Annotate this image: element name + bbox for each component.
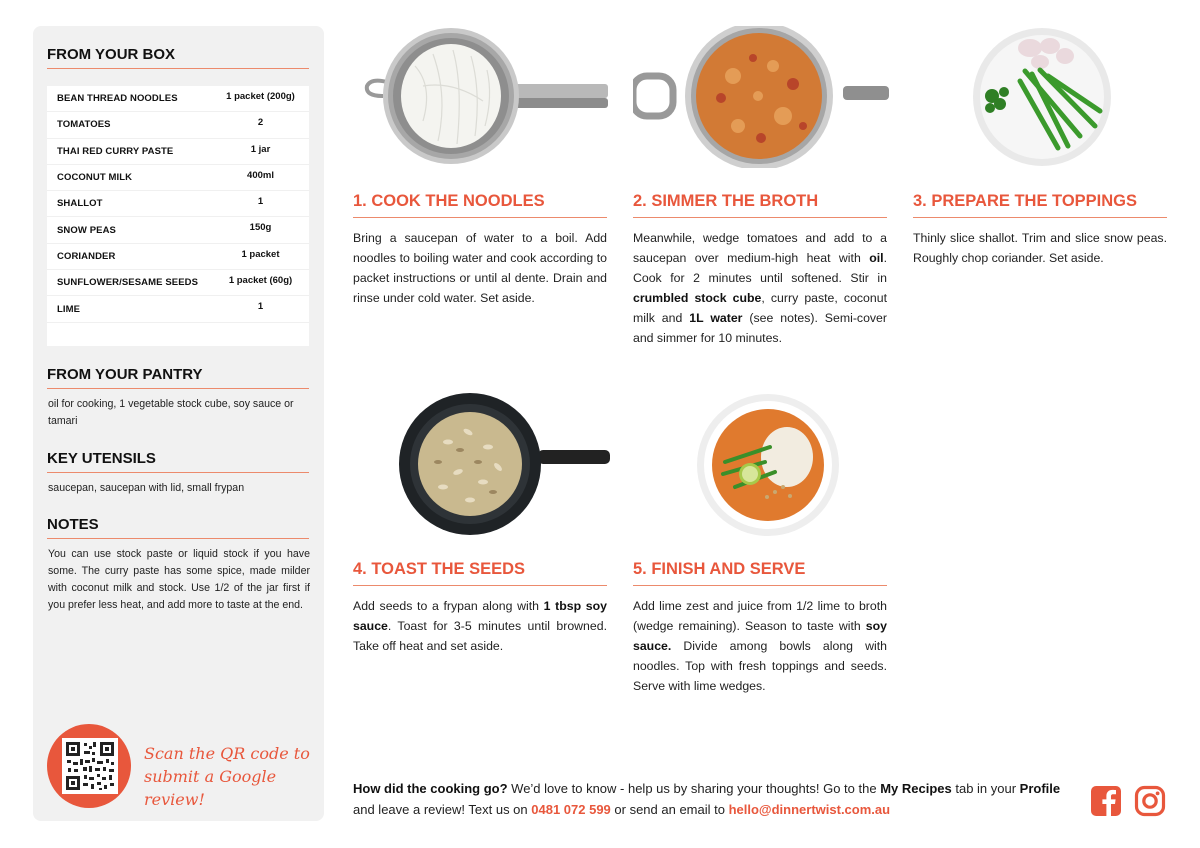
ingredient-row bbox=[47, 217, 309, 243]
ingredient-row bbox=[47, 112, 309, 138]
step-2-text: Meanwhile, wedge tomatoes and add to a saucepan over medium-high heat with bbox=[633, 231, 887, 265]
ingredient-qty: 1 packet (60g) bbox=[228, 275, 293, 287]
step-5-text: Add lime zest and juice from 1/2 lime to broth (wedge remaining). Season to taste with bbox=[633, 599, 887, 633]
footer-phone-link[interactable]: 0481 072 599 bbox=[531, 802, 611, 817]
ingredient-name: SUNFLOWER/SESAME SEEDS bbox=[57, 277, 199, 289]
ingredient-name: LIME bbox=[57, 303, 81, 315]
ingredient-qty: 1 jar bbox=[250, 143, 271, 155]
footer-text: We’d love to know - help us by sharing your thoughts! Go to the bbox=[507, 781, 881, 796]
qr-caption-line: Scan the QR code to bbox=[144, 744, 310, 763]
ingredient-row bbox=[47, 86, 309, 112]
qr-code-icon[interactable] bbox=[62, 738, 118, 794]
ingredient-row bbox=[47, 296, 309, 322]
step-2-text: . Cook for 2 minutes until softened. Stir in bbox=[633, 251, 887, 285]
ingredient-row bbox=[47, 139, 309, 165]
ingredient-row bbox=[47, 191, 309, 217]
ingredients-table bbox=[47, 86, 309, 346]
step-4-bold: 1 tbsp soy sauce bbox=[353, 599, 607, 633]
step-3-text: Thinly slice shallot. Trim and slice snow peas. Roughly chop coriander. Set aside. bbox=[913, 231, 1167, 265]
broth-pot-photo bbox=[633, 26, 889, 168]
ingredient-row bbox=[47, 165, 309, 191]
utensils-text: saucepan, saucepan with lid, small frypan bbox=[48, 482, 245, 494]
step-4-text: Add seeds to a frypan along with bbox=[353, 599, 544, 613]
step-2-bold: oil bbox=[869, 251, 884, 265]
noodles-strainer-photo bbox=[353, 26, 608, 168]
from-your-pantry-heading: FROM YOUR PANTRY bbox=[47, 366, 309, 389]
ingredient-name: BEAN THREAD NOODLES bbox=[57, 93, 178, 105]
step-2-text: , curry paste, coconut milk and bbox=[633, 291, 887, 325]
ingredient-name: SNOW PEAS bbox=[57, 224, 116, 236]
step-1-text: Bring a saucepan of water to a boil. Add noodles to boiling water and cook according to packet instructions or until al dente. Drain and rinse under cold water. Set aside. bbox=[353, 231, 607, 305]
step-2-bold: 1L water bbox=[689, 311, 743, 325]
ingredient-qty: 1 packet bbox=[241, 248, 280, 260]
step-2-body bbox=[633, 228, 887, 348]
footer-email-link[interactable]: hello@dinnertwist.com.au bbox=[728, 802, 891, 817]
ingredient-row bbox=[47, 244, 309, 270]
step-1-body bbox=[353, 228, 607, 308]
footer-text: tab in your bbox=[951, 781, 1020, 796]
step-4-text: . Toast for 3-5 minutes until browned. Take off heat and set aside. bbox=[353, 619, 607, 653]
ingredients-panel bbox=[33, 26, 324, 821]
qr-caption bbox=[144, 742, 314, 811]
ingredient-name: TOMATOES bbox=[57, 119, 111, 131]
seeds-frypan-photo bbox=[398, 392, 610, 538]
toppings-plate-photo bbox=[970, 26, 1120, 168]
finished-bowl-photo bbox=[695, 392, 841, 538]
step-4-title: 4. TOAST THE SEEDS bbox=[353, 560, 607, 586]
step-3-title: 3. PREPARE THE TOPPINGS bbox=[913, 192, 1167, 218]
step-5-title: 5. FINISH AND SERVE bbox=[633, 560, 887, 586]
ingredient-qty: 400ml bbox=[247, 169, 274, 181]
ingredient-qty: 1 bbox=[257, 196, 264, 208]
step-2-bold: crumbled stock cube bbox=[633, 291, 762, 305]
footer-text: and leave a review! Text us on bbox=[353, 802, 532, 817]
footer-question: How did the cooking go? bbox=[353, 781, 508, 796]
review-footer bbox=[353, 778, 1073, 820]
ingredient-qty: 1 packet (200g) bbox=[226, 91, 295, 102]
facebook-icon[interactable] bbox=[1090, 785, 1122, 817]
ingredient-name: THAI RED CURRY PASTE bbox=[57, 145, 174, 157]
step-5-text: Divide among bowls along with noodles. Top with fresh toppings and seeds. Serve with lime wedges. bbox=[633, 639, 887, 693]
ingredient-row bbox=[47, 270, 309, 296]
footer-profile: Profile bbox=[1019, 781, 1061, 796]
step-5-bold: soy sauce. bbox=[633, 619, 887, 653]
ingredient-qty: 150g bbox=[249, 222, 272, 234]
step-2-title: 2. SIMMER THE BROTH bbox=[633, 192, 887, 218]
step-2-text: (see notes). Semi-cover and simmer for 10 minutes. bbox=[633, 311, 887, 345]
step-3-body bbox=[913, 228, 1167, 268]
footer-my-recipes: My Recipes bbox=[880, 781, 952, 796]
step-4-body bbox=[353, 596, 607, 656]
ingredient-qty: 1 bbox=[257, 301, 264, 313]
notes-heading: NOTES bbox=[47, 516, 309, 539]
key-utensils-heading: KEY UTENSILS bbox=[47, 450, 309, 473]
footer-text: or send an email to bbox=[610, 802, 729, 817]
ingredient-name: SHALLOT bbox=[57, 198, 103, 210]
from-your-box-heading: FROM YOUR BOX bbox=[47, 46, 309, 69]
ingredient-name: CORIANDER bbox=[57, 250, 116, 262]
step-5-body bbox=[633, 596, 887, 696]
ingredient-name: COCONUT MILK bbox=[57, 172, 133, 184]
step-1-title: 1. COOK THE NOODLES bbox=[353, 192, 607, 218]
qr-caption-line: submit a Google review! bbox=[144, 767, 277, 809]
instagram-icon[interactable] bbox=[1134, 785, 1166, 817]
pantry-text: oil for cooking, 1 vegetable stock cube, soy sauce or tamari bbox=[48, 398, 294, 427]
notes-text: You can use stock paste or liquid stock if you have some. The curry paste has some spice, made milder with coconut milk and stock. Use 1/2 of the jar first if you prefer less heat, and add more to taste at the end. bbox=[48, 548, 310, 611]
ingredient-qty: 2 bbox=[257, 117, 264, 129]
